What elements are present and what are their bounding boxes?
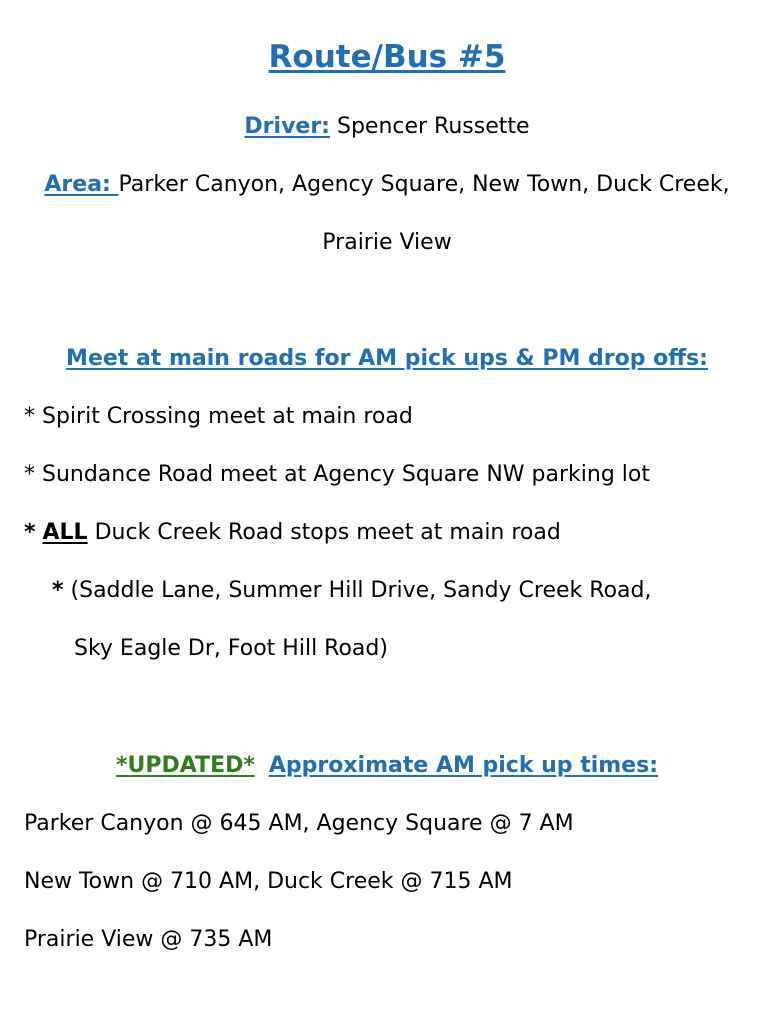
sub-bullet-star: * [52,578,64,603]
area-list-line2: Prairie View [322,230,452,255]
pickup-time-line: Parker Canyon @ 645 AM, Agency Square @ 7 AM [24,811,574,836]
meet-item-duck-creek [24,519,561,547]
driver-label: Driver: [244,114,330,139]
updated-tag: *UPDATED* [115,753,255,778]
meet-section-heading: Meet at main roads for AM pick ups & PM drop offs: [66,346,708,371]
meet-heading-row [0,345,774,373]
page-title-row [0,38,774,76]
meet-sub-item [52,577,651,605]
area-list-line1: Parker Canyon, Agency Square, New Town, Duck Creek, [118,172,730,197]
times-section-heading: Approximate AM pick up times: [268,753,659,778]
area-label: Area: [44,172,119,197]
pickup-time-line: New Town @ 710 AM, Duck Creek @ 715 AM [24,869,513,894]
bullet-star: * [24,520,36,545]
all-emphasis: ALL [42,520,88,545]
area-row [0,171,774,199]
meet-sub-item-continued: Sky Eagle Dr, Foot Hill Road) [74,636,388,661]
sub-item-line1: (Saddle Lane, Summer Hill Drive, Sandy Creek Road, [70,578,652,603]
meet-item-spirit-crossing: * Spirit Crossing meet at main road [24,404,413,429]
page-title: Route/Bus #5 [268,39,506,75]
driver-row [0,113,774,141]
duck-creek-text: Duck Creek Road stops meet at main road [87,520,561,545]
driver-name: Spencer Russette [336,114,530,139]
meet-item-sundance-road: * Sundance Road meet at Agency Square NW parking lot [24,462,650,487]
area-row-continued [0,229,774,257]
times-heading-row [0,752,774,780]
pickup-time-line: Prairie View @ 735 AM [24,927,273,952]
